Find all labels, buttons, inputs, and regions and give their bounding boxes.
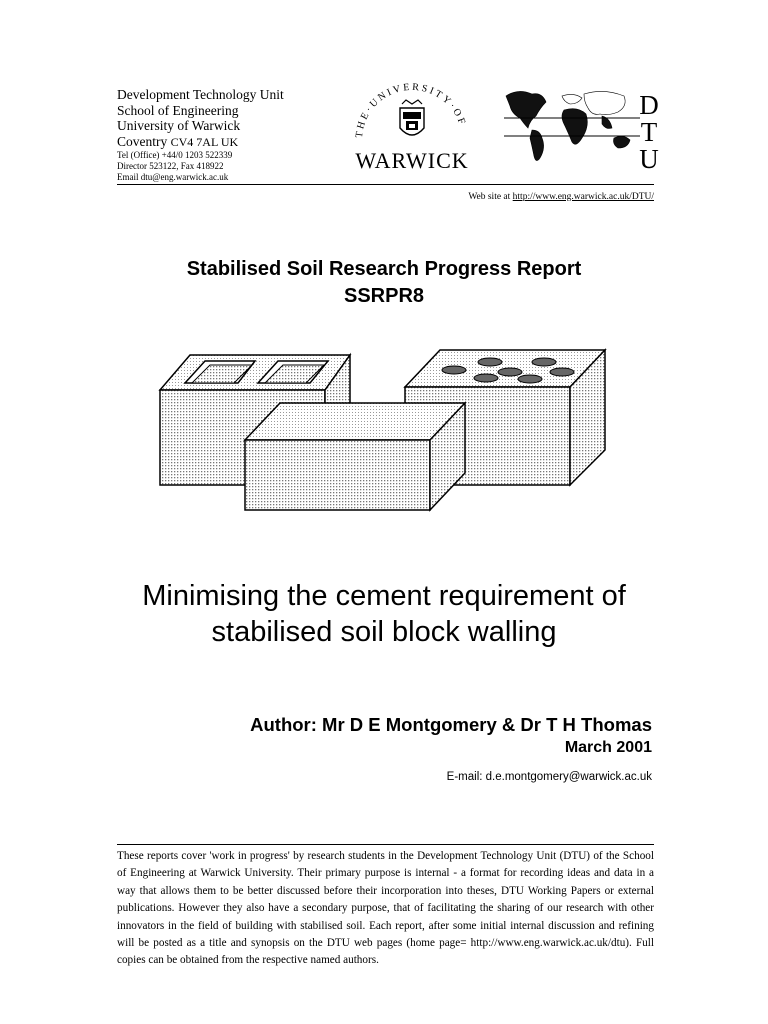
series-title: Stabilised Soil Research Progress Report bbox=[186, 258, 582, 280]
city: Coventry bbox=[117, 133, 168, 149]
dtu-letter-t: T bbox=[640, 117, 658, 147]
school-name: School of Engineering bbox=[117, 102, 239, 118]
title-line-2: stabilised soil block walling bbox=[211, 616, 557, 648]
author-line: Author: Mr D E Montgomery & Dr T H Thomas bbox=[250, 714, 652, 735]
title-line-1: Minimising the cement requirement of bbox=[142, 580, 626, 612]
postcode: CV4 7AL UK bbox=[170, 134, 239, 149]
solid-block-icon bbox=[245, 403, 465, 510]
crest-icon bbox=[400, 100, 424, 135]
author-email: E-mail: d.e.montgomery@warwick.ac.uk bbox=[446, 771, 652, 783]
report-series-title bbox=[100, 256, 668, 310]
address-block bbox=[117, 87, 347, 183]
soil-blocks-illustration bbox=[150, 345, 615, 525]
disclaimer-paragraph: These reports cover 'work in progress' by research students in the Development Technology Unit (DTU) of the School of Engineering at Warwick University. Their primary purpose is internal - a format for recording ideas and data in a way that allows them to be better discussed before their incorporation into theses, DTU Working Papers or external publications. However they also have a secondary purpose, that of facilitating the sharing of our research with other innovators in the field of building with stabilised soil. Each report, after some initial internal discussion and refining will be posted as a title and synopsis on the DTU web pages (home page= http://www.eng.warwick.ac.uk/dtu). Full copies can be obtained from the respective named authors. bbox=[117, 850, 654, 967]
header-divider bbox=[117, 184, 654, 185]
university-name: University of Warwick bbox=[117, 118, 241, 133]
director-fax: Director 523122, Fax 418922 bbox=[117, 161, 224, 171]
warwick-logo bbox=[340, 82, 490, 178]
website-prefix: Web site at bbox=[468, 192, 513, 202]
warwick-arc-text: THE·UNIVERSITY·OF bbox=[353, 82, 468, 139]
footer-divider bbox=[117, 844, 654, 845]
dtu-logo bbox=[502, 86, 664, 172]
telephone: Tel (Office) +44/0 1203 522339 bbox=[117, 150, 233, 160]
dtu-letter-d: D bbox=[639, 90, 659, 120]
publication-date: March 2001 bbox=[564, 739, 652, 756]
city-line bbox=[117, 134, 347, 151]
world-map-icon bbox=[506, 91, 630, 160]
document-title bbox=[60, 578, 708, 650]
warwick-wordmark: WARWICK bbox=[355, 148, 469, 173]
website-link[interactable]: http://www.eng.warwick.ac.uk/DTU/ bbox=[512, 192, 654, 202]
unit-name: Development Technology Unit bbox=[117, 87, 284, 102]
website-line bbox=[380, 192, 654, 202]
dtu-letter-u: U bbox=[639, 144, 659, 172]
report-code: SSRPR8 bbox=[343, 285, 425, 307]
contact-email: Email dtu@eng.warwick.ac.uk bbox=[117, 172, 229, 182]
